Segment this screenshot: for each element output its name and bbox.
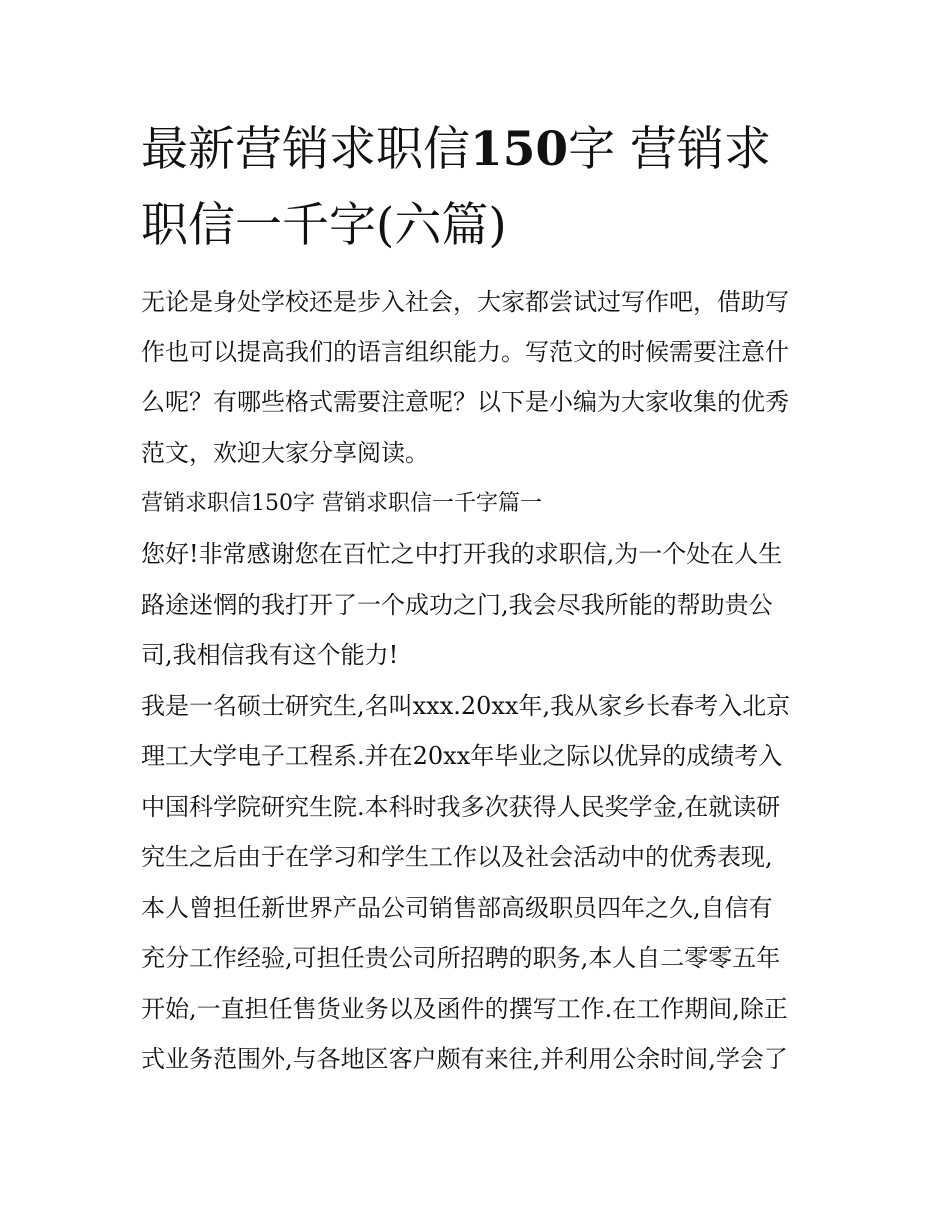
title-number: 150 (470, 122, 569, 177)
body-line-11: 式业务范围外,与各地区客户颇有来往,并利用公余时间,学会了 (141, 1045, 788, 1073)
body-line-8: 本人曾担任新世界产品公司销售部高级职员四年之久,自信有 (141, 894, 773, 922)
title-line-1: 最新营销求职信150字 营销求 (141, 122, 772, 177)
title-line-2: 职信一千字(六篇) (141, 198, 507, 253)
body-line-3: 司,我相信我有这个能力! (141, 641, 399, 669)
body-line-10: 开始,一直担任售货业务以及函件的撰写工作.在工作期间,除正 (141, 995, 788, 1023)
body-line-2: 路途迷惘的我打开了一个成功之门,我会尽我所能的帮助贵公 (141, 591, 773, 619)
document-title (141, 112, 821, 264)
body-line-7: 究生之后由于在学习和学生工作以及社会活动中的优秀表现, (141, 843, 773, 871)
section-heading: 营销求职信150字 营销求职信一千字篇一 (141, 491, 542, 516)
intro-line-1: 无论是身处学校还是步入社会，大家都尝试过写作吧，借助写 (141, 288, 789, 316)
intro-line-2: 作也可以提高我们的语言组织能力。写范文的时候需要注意什 (141, 338, 789, 366)
body-line-1: 您好!非常感谢您在百忙之中打开我的求职信,为一个处在人生 (141, 540, 783, 568)
body-line-6: 中国科学院研究生院.本科时我多次获得人民奖学金,在就读研 (141, 793, 781, 821)
body-line-5: 理工大学电子工程系.并在20xx年毕业之际以优异的成绩考入 (141, 742, 783, 770)
body-line-4: 我是一名硕士研究生,名叫xxx.20xx年,我从家乡长春考入北京 (141, 692, 791, 720)
intro-line-3: 么呢？有哪些格式需要注意呢？以下是小编为大家收集的优秀 (141, 388, 789, 416)
intro-line-4: 范文，欢迎大家分享阅读。 (141, 439, 429, 467)
body-line-9: 充分工作经验,可担任贵公司所招聘的职务,本人自二零零五年 (141, 944, 781, 972)
